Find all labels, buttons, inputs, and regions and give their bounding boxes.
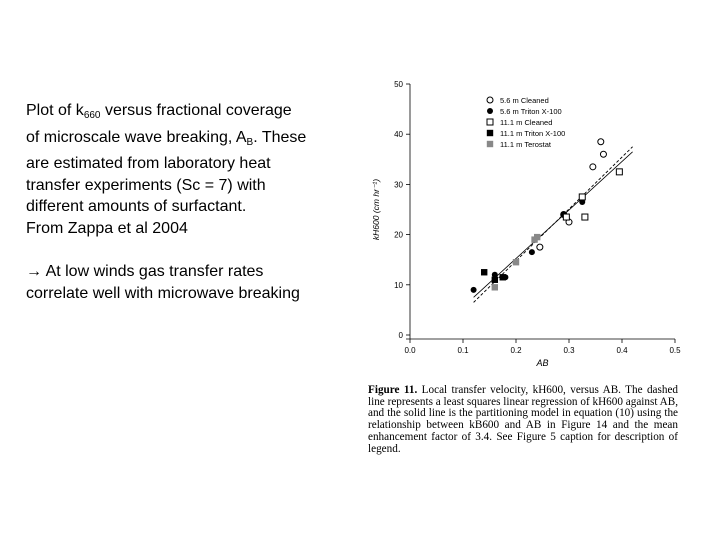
desc-line-1-end: versus fractional coverage [100,102,292,119]
data-point-series-5 [492,284,498,290]
legend-marker-3 [487,119,493,125]
desc-line-2: of microscale wave breaking, A [26,128,247,146]
legend-marker-4 [487,130,493,136]
y-axis-label: kH600 (cm hr⁻¹) [371,178,381,241]
legend-marker-1 [487,97,493,103]
caption-lead: Figure 11. [368,384,418,396]
data-point-series-1 [590,164,596,170]
data-point-series-1 [600,151,606,157]
data-point-series-2 [471,287,477,293]
legend-label-3: 11.1 m Cleaned [500,118,553,127]
y-tick-label: 20 [394,230,403,240]
data-point-series-3 [616,169,622,175]
citation-line: From Zappa et al 2004 [26,219,188,237]
x-tick-label: 0.3 [563,346,575,355]
desc-line-3: are estimated from laboratory heat [26,155,271,172]
data-point-series-2 [529,249,535,255]
data-point-series-4 [481,269,487,275]
data-point-series-3 [563,214,569,220]
x-tick-label: 0.2 [510,346,522,355]
legend-label-5: 11.1 m Terostat [500,140,551,149]
desc-line-1: Plot of k [26,102,84,119]
k-subscript: 660 [83,110,101,121]
data-point-series-1 [598,139,604,145]
legend-marker-5 [487,141,493,147]
x-tick-label: 0.0 [404,346,416,355]
desc-line-2-end: . These [253,128,307,146]
x-tick-label: 0.4 [616,346,628,355]
data-point-series-3 [582,214,588,220]
description-text [26,100,356,304]
figure-caption [368,385,678,455]
scatter-chart [355,70,690,380]
data-point-series-4 [500,274,506,280]
y-tick-label: 30 [394,180,403,190]
desc-line-4: transfer experiments (Sc = 7) with [26,176,266,194]
legend-label-4: 11.1 m Triton X-100 [500,129,566,138]
y-tick-label: 50 [394,80,403,89]
note-line-2: correlate well with microwave breaking [26,284,300,302]
x-tick-label: 0.5 [669,346,681,355]
caption-body: Local transfer velocity, kH600, versus AB. The dashed line represents a least squares linear regression of kH600 against AB, and the solid line is the partitioning model in equation (10) using the relationship between kB600 and AB in Figure 14 and the mean enhancement factor of 3.4. See Figure 5 caption for description of legend. [368,384,679,455]
x-axis-label: AB [536,358,549,368]
data-point-series-3 [579,194,585,200]
legend-label-2: 5.6 m Triton X-100 [500,107,562,116]
a-subscript: B [246,136,254,148]
y-tick-label: 40 [394,130,403,140]
legend-marker-2 [487,108,493,114]
x-tick-label: 0.1 [457,346,469,355]
y-tick-label: 0 [398,331,403,340]
data-point-series-1 [537,244,543,250]
data-point-series-5 [534,234,540,240]
note-line-1: → At low winds gas transfer rates [26,263,264,280]
figure-chart [355,70,690,380]
data-point-series-5 [513,259,519,265]
y-tick-label: 10 [394,280,403,290]
data-point-series-4 [492,277,498,283]
legend-label-1: 5.6 m Cleaned [500,96,549,105]
desc-line-5: different amounts of surfactant. [26,198,247,215]
